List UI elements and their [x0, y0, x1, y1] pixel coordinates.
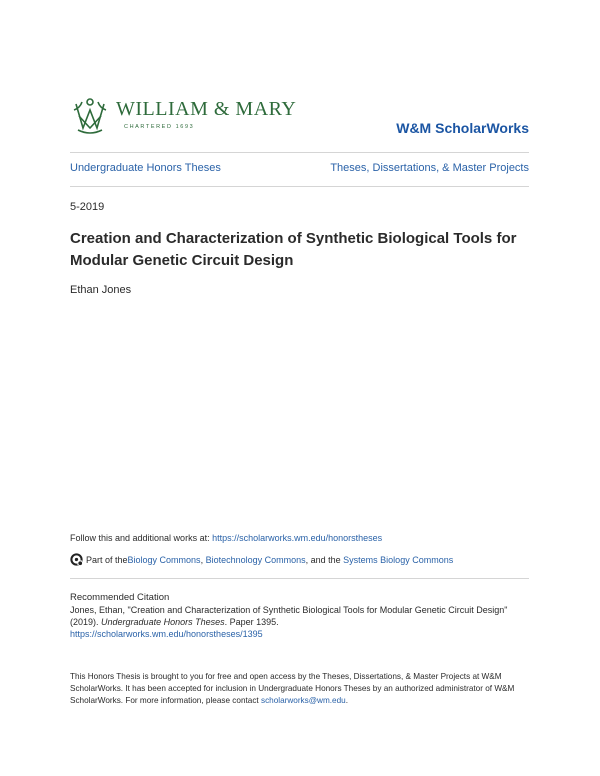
- part-of-line: [70, 553, 453, 566]
- contact-email-link[interactable]: scholarworks@wm.edu: [260, 696, 346, 705]
- document-title: Creation and Characterization of Synthetic Biological Tools for Modular Genetic Circuit Design: [70, 230, 517, 269]
- separator: , and the: [305, 554, 344, 565]
- divider: [70, 578, 529, 579]
- logo-tagline: CHARTERED 1693: [124, 124, 195, 130]
- access-statement: [70, 671, 530, 707]
- repository-name[interactable]: W&M ScholarWorks: [396, 120, 529, 136]
- logo-wordmark: WILLIAM & MARY: [116, 98, 297, 120]
- author-name: Ethan Jones: [70, 284, 132, 296]
- william-mary-logo: [70, 96, 297, 138]
- follow-url-link[interactable]: https://scholarworks.wm.edu/honorstheses: [212, 533, 383, 543]
- commons-network-icon: [70, 553, 83, 566]
- follow-prefix: Follow this and additional works at:: [70, 533, 213, 543]
- cypher-crest-icon: [70, 96, 110, 136]
- citation-body: Jones, Ethan, "Creation and Characterization of Synthetic Biological Tools for Modular Genetic Circuit Design" (2019).: [70, 605, 508, 627]
- collection-link-honors-theses[interactable]: Undergraduate Honors Theses: [70, 162, 221, 174]
- citation-text: [70, 604, 530, 640]
- divider: [70, 152, 529, 153]
- collection-links: [70, 162, 529, 174]
- separator: ,: [200, 554, 206, 565]
- biology-commons-link[interactable]: Biology Commons: [127, 554, 201, 565]
- collection-link-theses-dissertations[interactable]: Theses, Dissertations, & Master Projects: [330, 162, 529, 174]
- part-of-prefix: Part of the: [86, 554, 128, 565]
- citation-paper: . Paper 1395.: [224, 617, 279, 627]
- citation-url-link[interactable]: https://scholarworks.wm.edu/honorstheses/1395: [70, 629, 263, 639]
- systems-biology-commons-link[interactable]: Systems Biology Commons: [343, 554, 454, 565]
- publication-date: 5-2019: [70, 201, 105, 213]
- follow-line: [70, 533, 382, 543]
- access-text: This Honors Thesis is brought to you for free and open access by the Theses, Dissertations, & Master Projects at W&M ScholarWorks. It has been accepted for inclusion in Undergraduate Honors Theses by an authorized administrator of W&M ScholarWorks. For more information, please contact: [70, 672, 515, 705]
- citation-heading: Recommended Citation: [70, 592, 170, 603]
- period: .: [345, 696, 349, 705]
- biotechnology-commons-link[interactable]: Biotechnology Commons: [205, 554, 306, 565]
- citation-series: Undergraduate Honors Theses: [101, 617, 225, 627]
- divider: [70, 186, 529, 187]
